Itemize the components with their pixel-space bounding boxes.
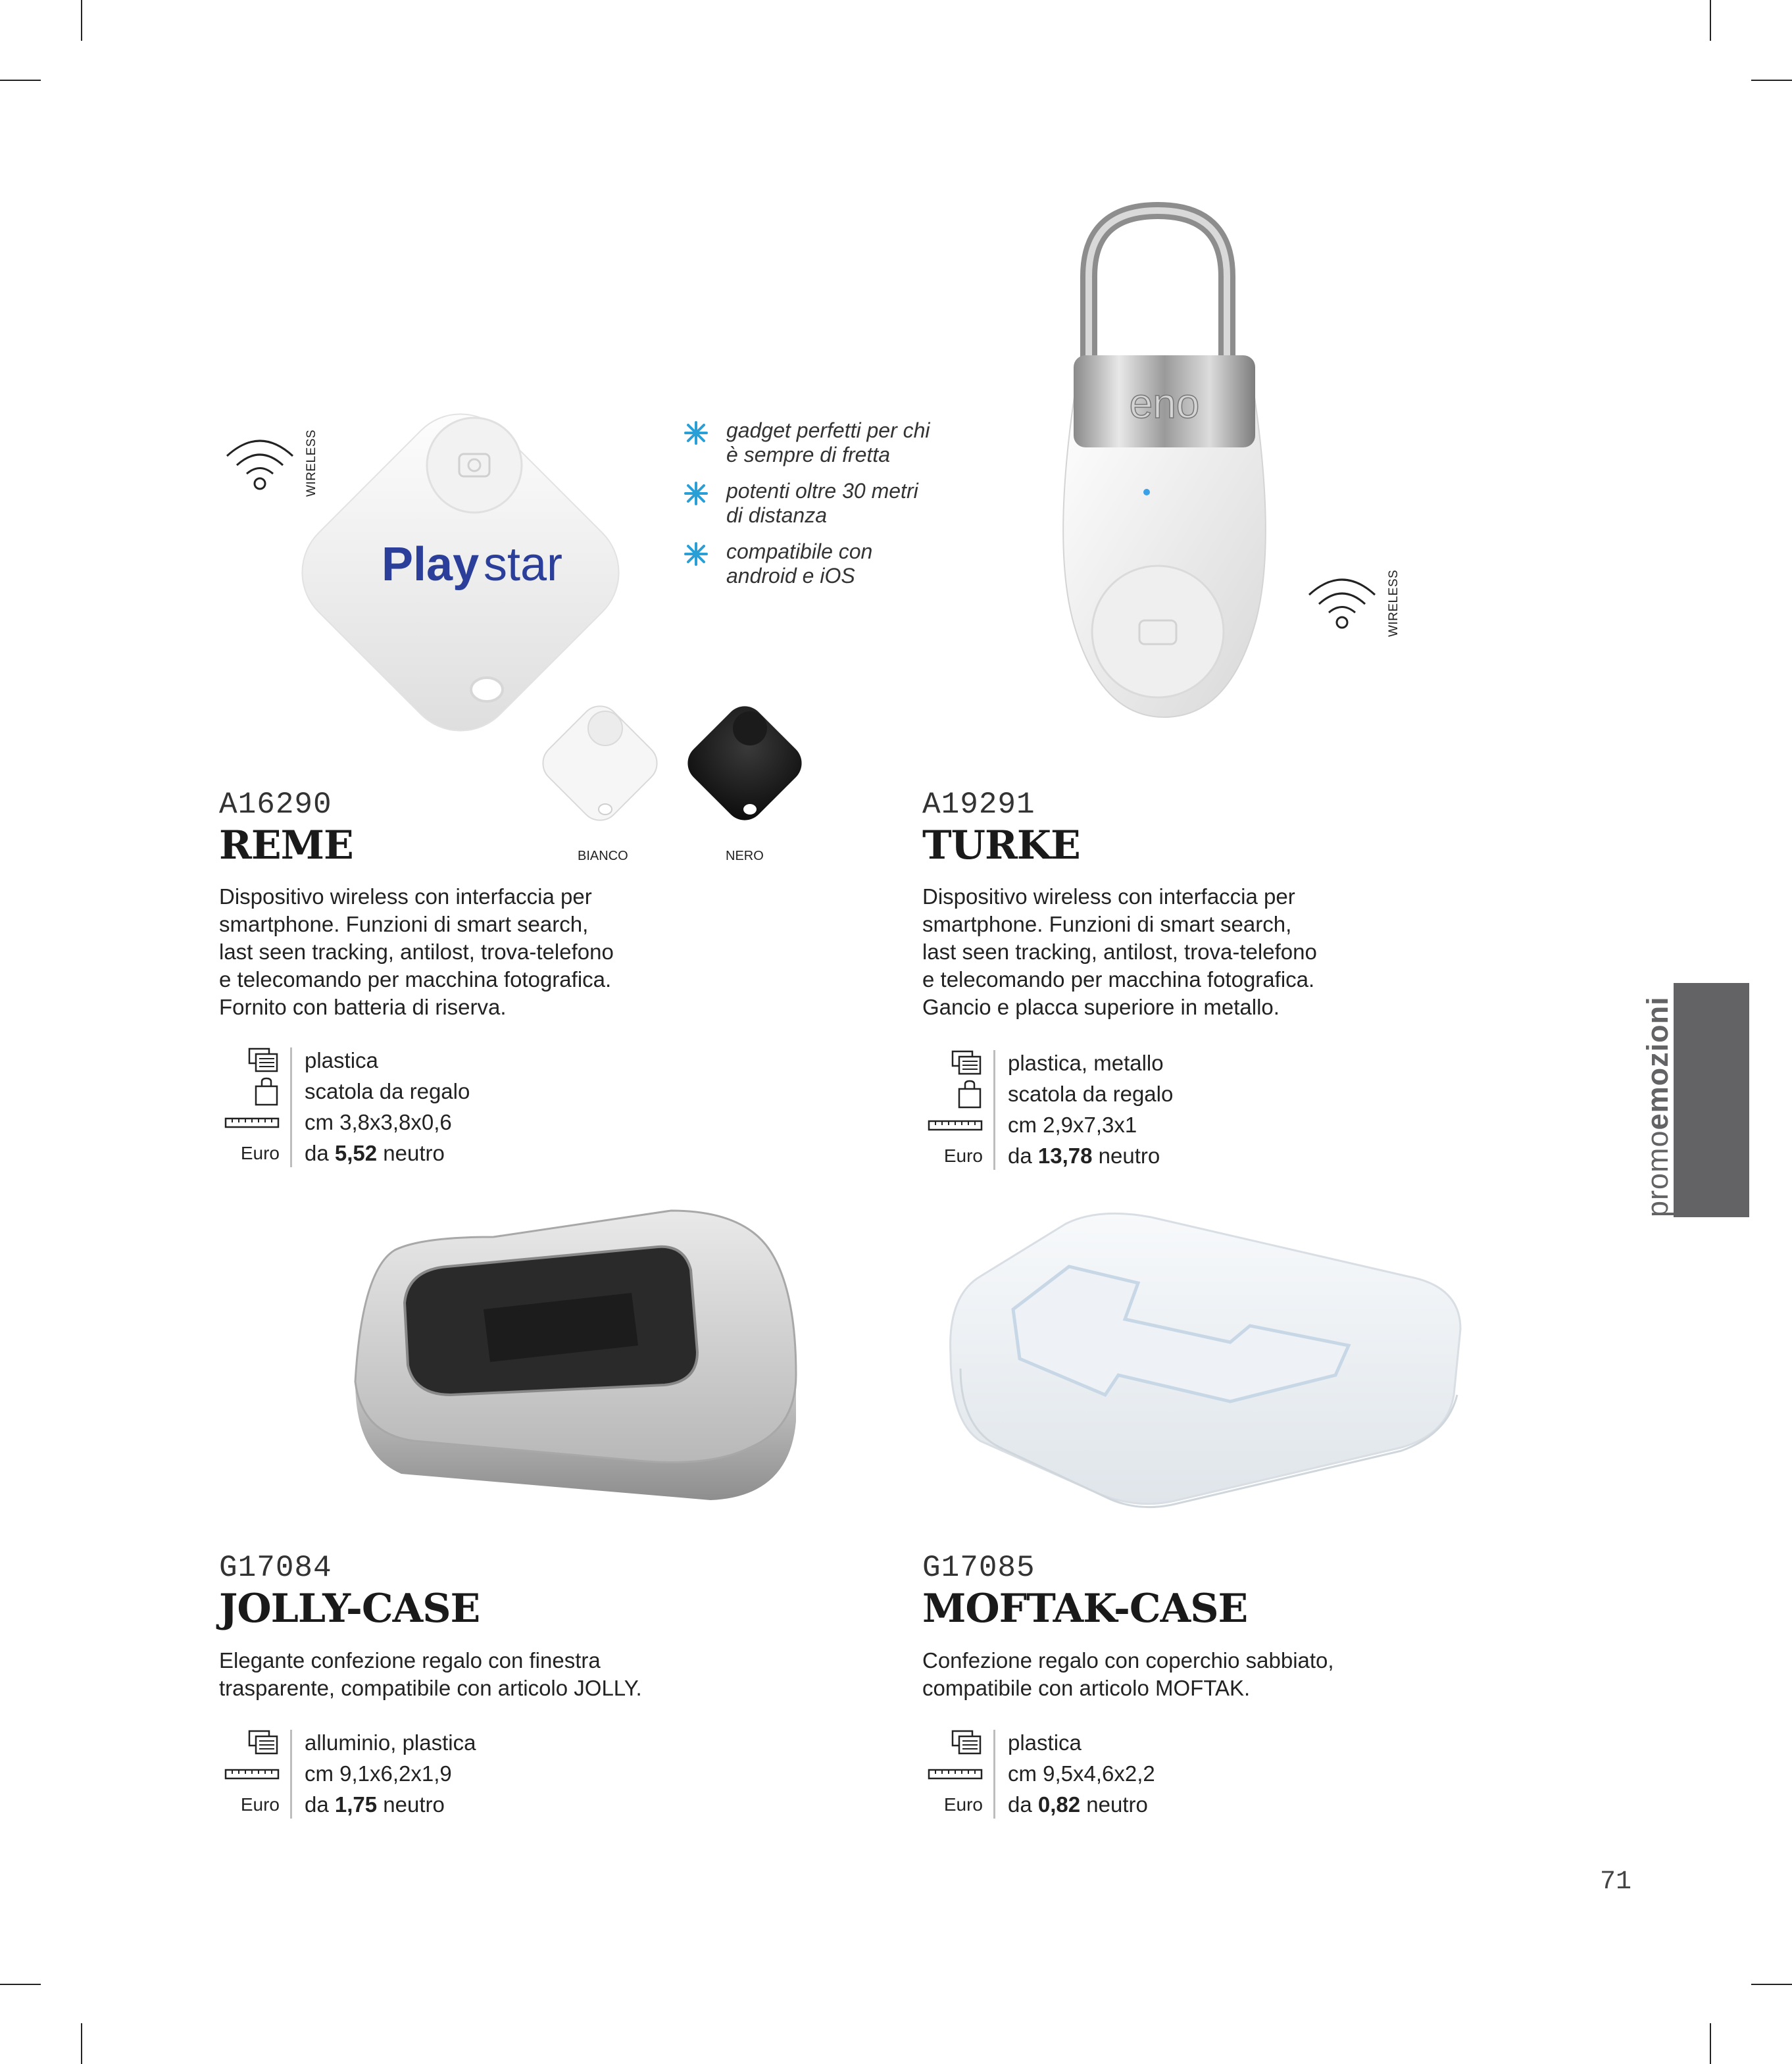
product-code: G17084 (219, 1551, 332, 1585)
material-icon (951, 1050, 983, 1076)
spec-material (219, 1727, 614, 1758)
product-description (922, 1647, 1396, 1702)
description-line: compatibile con articolo MOFTAK. (922, 1676, 1251, 1700)
material-icon (951, 1730, 983, 1756)
description-line: smartphone. Funzioni di smart search, (922, 912, 1292, 936)
crop-mark (1710, 0, 1711, 41)
description-line: Dispositivo wireless con interfaccia per (922, 884, 1295, 909)
material-icon (248, 1047, 280, 1074)
spec-size (219, 1758, 614, 1789)
gift-box-icon (957, 1080, 983, 1109)
description-line: Elegante confezione regalo con finestra (219, 1648, 601, 1673)
feature-item (683, 540, 985, 588)
playstar-logo-star: star (484, 538, 563, 591)
crop-mark (0, 80, 41, 81)
feature-line: compatibile con (726, 540, 873, 563)
wireless-label: WIRELESS (1387, 569, 1401, 637)
product-description (219, 1647, 693, 1702)
crop-mark (1710, 2023, 1711, 2064)
feature-item (683, 479, 985, 528)
currency-label: Euro (943, 1794, 983, 1815)
price-amount: 13,78 (1037, 1144, 1093, 1168)
feature-line: di distanza (726, 503, 827, 527)
feature-line: android e iOS (726, 564, 855, 588)
product-name: REME (219, 822, 353, 868)
price-value: da 1,75 neutro (305, 1792, 445, 1817)
packaging-value: scatola da regalo (1008, 1082, 1174, 1106)
description-line: smartphone. Funzioni di smart search, (219, 912, 589, 936)
moftak-case-image (941, 1204, 1467, 1520)
description-line: e telecomando per macchina fotografica. (922, 967, 1315, 992)
description-line: last seen tracking, antilost, trova-telefono (922, 940, 1317, 964)
product-name: MOFTAK-CASE (922, 1586, 1248, 1632)
price-value: da 13,78 neutro (1008, 1144, 1160, 1168)
feature-line: potenti oltre 30 metri (726, 479, 918, 503)
description-line: Fornito con batteria di riserva. (219, 995, 507, 1019)
product-specs (219, 1045, 614, 1169)
product-specs (922, 1047, 1317, 1171)
spec-price (922, 1789, 1317, 1820)
spec-price (219, 1789, 614, 1820)
product-description (219, 883, 680, 1021)
feature-line: è sempre di fretta (726, 443, 890, 466)
spec-size (922, 1109, 1317, 1140)
spec-packaging (219, 1076, 614, 1107)
spec-material (219, 1045, 614, 1076)
description-line: Gancio e placca superiore in metallo. (922, 995, 1280, 1019)
gift-box-icon (253, 1077, 280, 1106)
color-label-nero: NERO (726, 849, 764, 863)
material-value: plastica (305, 1048, 378, 1072)
product-code: A19291 (922, 788, 1035, 822)
material-value: alluminio, plastica (305, 1730, 476, 1755)
spec-material (922, 1047, 1317, 1078)
spec-price (219, 1138, 614, 1169)
spec-material (922, 1727, 1317, 1758)
color-label-bianco: BIANCO (578, 849, 628, 863)
svg-text:eno: eno (1129, 380, 1200, 427)
currency-label: Euro (943, 1145, 983, 1166)
asterisk-icon (683, 541, 709, 567)
ruler-icon (224, 1116, 280, 1129)
ruler-icon (928, 1119, 983, 1132)
turke-product-image (1026, 197, 1303, 750)
price-amount: 0,82 (1037, 1792, 1081, 1817)
reme-feature-list (683, 418, 985, 600)
wireless-label: WIRELESS (305, 429, 318, 497)
material-icon (248, 1730, 280, 1756)
size-value: cm 3,8x3,8x0,6 (305, 1110, 452, 1134)
product-code: A16290 (219, 788, 332, 822)
material-value: plastica, metallo (1008, 1051, 1164, 1075)
product-description (922, 883, 1396, 1021)
price-amount: 1,75 (334, 1792, 378, 1817)
currency-label: Euro (240, 1794, 280, 1815)
feature-line: gadget perfetti per chi (726, 418, 930, 442)
wireless-icon (1306, 570, 1378, 632)
playstar-logo: Play (382, 538, 480, 591)
description-line: Confezione regalo con coperchio sabbiato, (922, 1648, 1334, 1673)
material-value: plastica (1008, 1730, 1082, 1755)
wireless-icon (224, 431, 296, 493)
description-line: Dispositivo wireless con interfaccia per (219, 884, 592, 909)
packaging-value: scatola da regalo (305, 1079, 470, 1103)
crop-mark (81, 0, 82, 41)
asterisk-icon (683, 480, 709, 507)
product-name: TURKE (922, 822, 1080, 868)
price-value: da 0,82 neutro (1008, 1792, 1148, 1817)
spec-price (922, 1140, 1317, 1171)
asterisk-icon (683, 420, 709, 446)
section-label: promoemozioni (1641, 996, 1674, 1217)
product-specs (922, 1727, 1317, 1820)
ruler-icon (224, 1767, 280, 1780)
size-value: cm 2,9x7,3x1 (1008, 1113, 1137, 1137)
crop-mark (1751, 80, 1792, 81)
jolly-case-image (342, 1197, 803, 1513)
description-line: e telecomando per macchina fotografica. (219, 967, 612, 992)
product-code: G17085 (922, 1551, 1035, 1585)
crop-mark (81, 2023, 82, 2064)
spec-packaging (922, 1078, 1317, 1109)
description-line: last seen tracking, antilost, trova-telefono (219, 940, 614, 964)
size-value: cm 9,5x4,6x2,2 (1008, 1761, 1155, 1786)
price-value: da 5,52 neutro (305, 1141, 445, 1165)
crop-mark (0, 1984, 41, 1985)
currency-label: Euro (240, 1142, 280, 1163)
feature-item (683, 418, 985, 467)
price-amount: 5,52 (334, 1141, 378, 1165)
crop-mark (1751, 1984, 1792, 1985)
spec-size (219, 1107, 614, 1138)
product-name: JOLLY-CASE (219, 1586, 480, 1632)
spec-size (922, 1758, 1317, 1789)
page-number: 71 (1600, 1867, 1632, 1897)
size-value: cm 9,1x6,2x1,9 (305, 1761, 452, 1786)
description-line: trasparente, compatibile con articolo JOLLY. (219, 1676, 642, 1700)
ruler-icon (928, 1767, 983, 1780)
product-specs (219, 1727, 614, 1820)
section-tab (1674, 983, 1749, 1217)
